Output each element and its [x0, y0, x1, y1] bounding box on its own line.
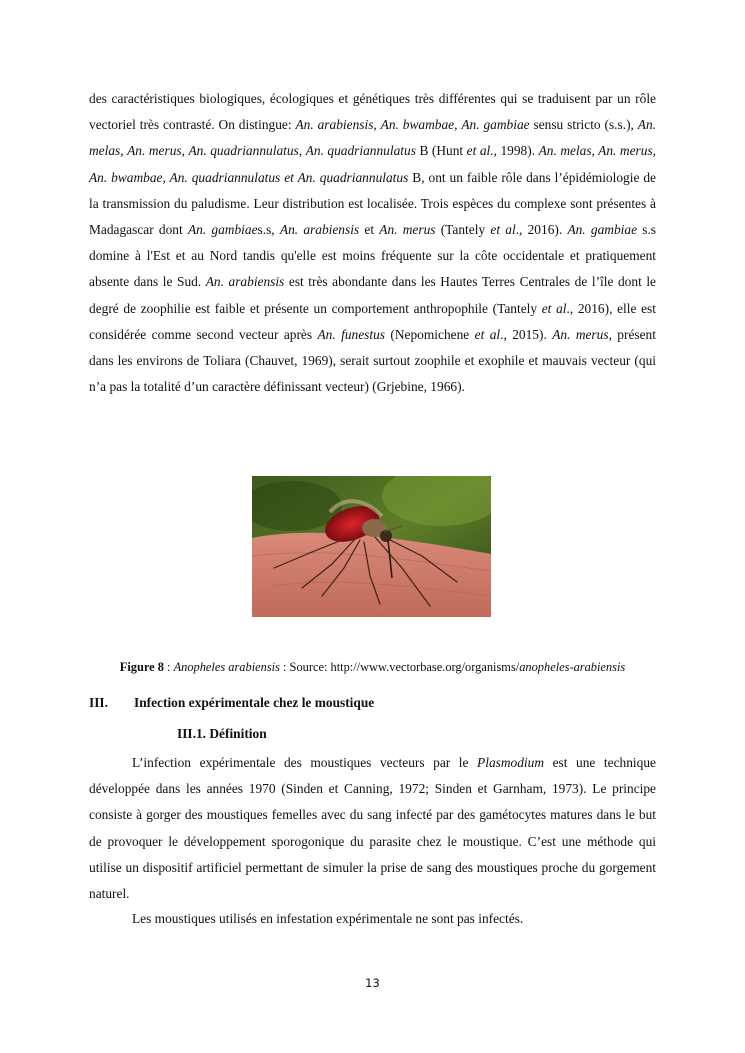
section-number: III. — [89, 695, 108, 710]
figure-label: Figure 8 — [119, 660, 164, 674]
body-paragraph-infestation: Les moustiques utilisés en infestation expérimentale ne sont pas infectés. — [132, 911, 524, 926]
page-number: 13 — [365, 976, 380, 990]
figure-caption: Figure 8 : Anopheles arabiensis : Source: http://www.vectorbase.org/organisms/anopheles-arabiensis — [119, 660, 626, 674]
body-paragraph-definition: L’infection expérimentale des moustiques vecteurs par le Plasmodium est une technique développée dans les années 1970 (Sinden et Canning, 1972; Sinden et Garnham, 1973). Le principe consiste à gorger des moustiques femelles avec du sang infecté par des gamétocytes matures dans le but de provoquer le développement sporogonique du parasite chez le moustique. C’est une méthode qui utilise un dispositif artificiel permettant de simuler la prise de sang des moustiques proche du gorgement naturel. — [89, 755, 656, 902]
mosquito-photo — [252, 476, 491, 617]
section-title: Infection expérimentale chez le moustique — [134, 695, 375, 710]
section-heading — [89, 695, 374, 711]
body-paragraph-anopheles-complex: des caractéristiques biologiques, écologiques et génétiques très différentes qui se traduisent par un rôle vectoriel très contrasté. On distingue: An. arabiensis, An. bwambae, An. gambiae sensu stricto (s.s.), An. melas, An. merus, An. quadriannulatus, An. quadriannulatus B (Hunt et al., 1998). An. melas, An. merus, An. bwambae, An. quadriannulatus et An. quadriannulatus B, ont un faible rôle dans l’épidémiologie de la transmission du paludisme. Leur distribution est localisée. Trois espèces du complexe sont présentes à Madagascar dont An. gambiaes.s, An. arabiensis et An. merus (Tantely et al., 2016). An. gambiae s.s domine à l'Est et au Nord tandis qu'elle est moins fréquente sur la côte occidentale et pratiquement absente dans le Sud. An. arabiensis est très abondante dans les Hautes Terres Centrales de l’île dont le degré de zoophilie est faible et présente un comportement anthropophile (Tantely et al., 2016), elle est considérée comme second vecteur après An. funestus (Nepomichene et al., 2015). An. merus, présent dans les environs de Toliara (Chauvet, 1969), serait surtout zoophile et exophile et mauvais vecteur (qui n’a pas la totalité d’un caractère définissant vecteur) (Grjebine, 1966). — [89, 91, 657, 395]
subsection-heading: III.1. Définition — [177, 726, 267, 741]
